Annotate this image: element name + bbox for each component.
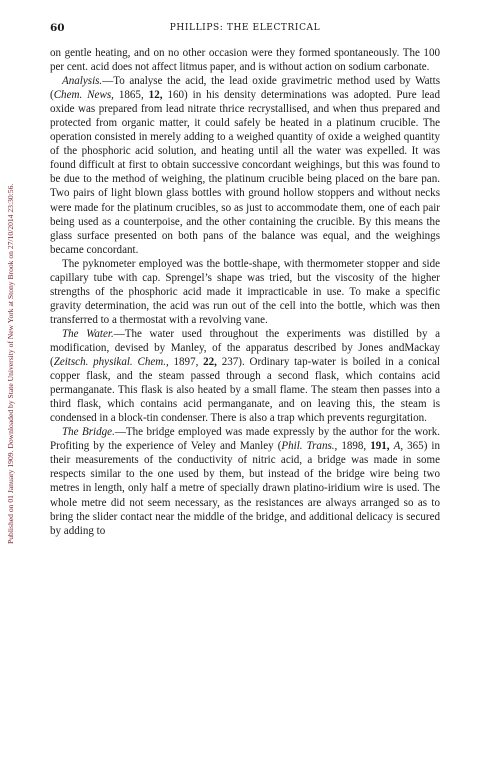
italic-text: The Water. <box>62 327 114 340</box>
article-body <box>50 46 440 538</box>
text-run: —The bridge employed was made expressly by the author for the work. Profiting by the experience of Veley and Manley ( <box>50 426 440 453</box>
running-head: PHILLIPS: THE ELECTRICAL <box>169 23 321 33</box>
bold-volume: 191, <box>370 440 390 453</box>
italic-text: The Bridge. <box>62 426 115 439</box>
download-watermark-text: Published on 01 January 1909. Downloaded by State University of New York at Stony Brook on 27/10/2014 23:30:56. <box>6 183 15 544</box>
paragraph <box>50 327 440 425</box>
text-run: on gentle heating, and on no other occasion were they formed spontaneously. The 100 per cent. acid does not affect litmus paper, and is without action on sodium carbonate. <box>50 47 440 74</box>
download-watermark <box>4 14 18 544</box>
paragraph <box>50 74 440 257</box>
paragraph <box>50 257 440 327</box>
paragraph <box>50 425 440 537</box>
page-header <box>50 22 440 38</box>
italic-text: Chem. News, <box>53 89 114 102</box>
bold-volume: 22, <box>203 356 217 369</box>
journal-page <box>50 22 440 538</box>
italic-text: Phil. Trans., <box>281 440 338 453</box>
text-run: 365) in their measurements of the conductivity of nitric acid, a bridge was made in some respects similar to the one used by them, but instead of the bridge wire being two metres in length, only half a metre of specially drawn platino-iridium wire is used. The whole metre did not seem necessary, as the resistances are always arranged so as to bring the slider contact near the middle of the bridge, and additional delicacy is secured by adding to <box>50 440 440 537</box>
italic-text: A, <box>393 440 404 453</box>
bold-volume: 12, <box>148 89 163 102</box>
page-number: 60 <box>50 22 65 34</box>
text-run: 1865, <box>113 89 149 102</box>
text-run: 1897, <box>168 356 204 369</box>
text-run: The pyknometer employed was the bottle-shape, with thermometer stopper and side capillary tube with cap. Sprengel’s shape was tried, but the viscosity of the higher strengths of the phosphoric acid made it impracticable in use. To make a specific gravity determination, the acid was run out of the cell into the bottle, which was then transferred to a thermostat with a revolving vane. <box>50 257 440 326</box>
text-run: 160) in his density determinations was adopted. Pure lead oxide was prepared from lead nitrate thrice recrystallised, and when thus prepared and protected from organic matter, it could safely be heated in a platinum crucible. The operation consisted in merely adding to a weighed quantity of oxide a weighed quantity of the phosphoric acid solution, and heating until all the water was expelled. It was found difficult at first to obtain successive concordant weighings, but this was found to be due to the method of weighing, the platinum crucible being placed on the bare pan. Two pairs of light blown glass bottles with ground hollow stoppers and without necks were made for the platinum crucibles, so as just to accommodate them, one of each pair being used as a counterpoise, and the other containing the crucible. By this means the glass surface presented on both pans of the balance was equal, and the weighings became concordant. <box>50 89 440 256</box>
italic-text: Analysis. <box>62 75 103 88</box>
text-run: —The water used throughout the experiments was distilled by a modification, devised by Manley, of the apparatus described by Jones andMackay ( <box>50 327 440 369</box>
paragraph <box>50 46 440 74</box>
italic-text: Zeitsch. physikal. Chem., <box>53 356 169 369</box>
text-run: 237). Ordinary tap-water is boiled in a conical copper flask, and the steam passed through a second flask, which contains acid permanganate. This flask is also heated by a small flame. The steam then passes into a third flask, which contains acid permanganate, and on leaving this, the steam is condensed in a block-tin condenser. There is also a trap which prevents regurgitation. <box>50 356 440 425</box>
text-run: 1898, <box>337 440 371 453</box>
text-run: —To analyse the acid, the lead oxide gravimetric method used by Watts ( <box>50 75 440 102</box>
